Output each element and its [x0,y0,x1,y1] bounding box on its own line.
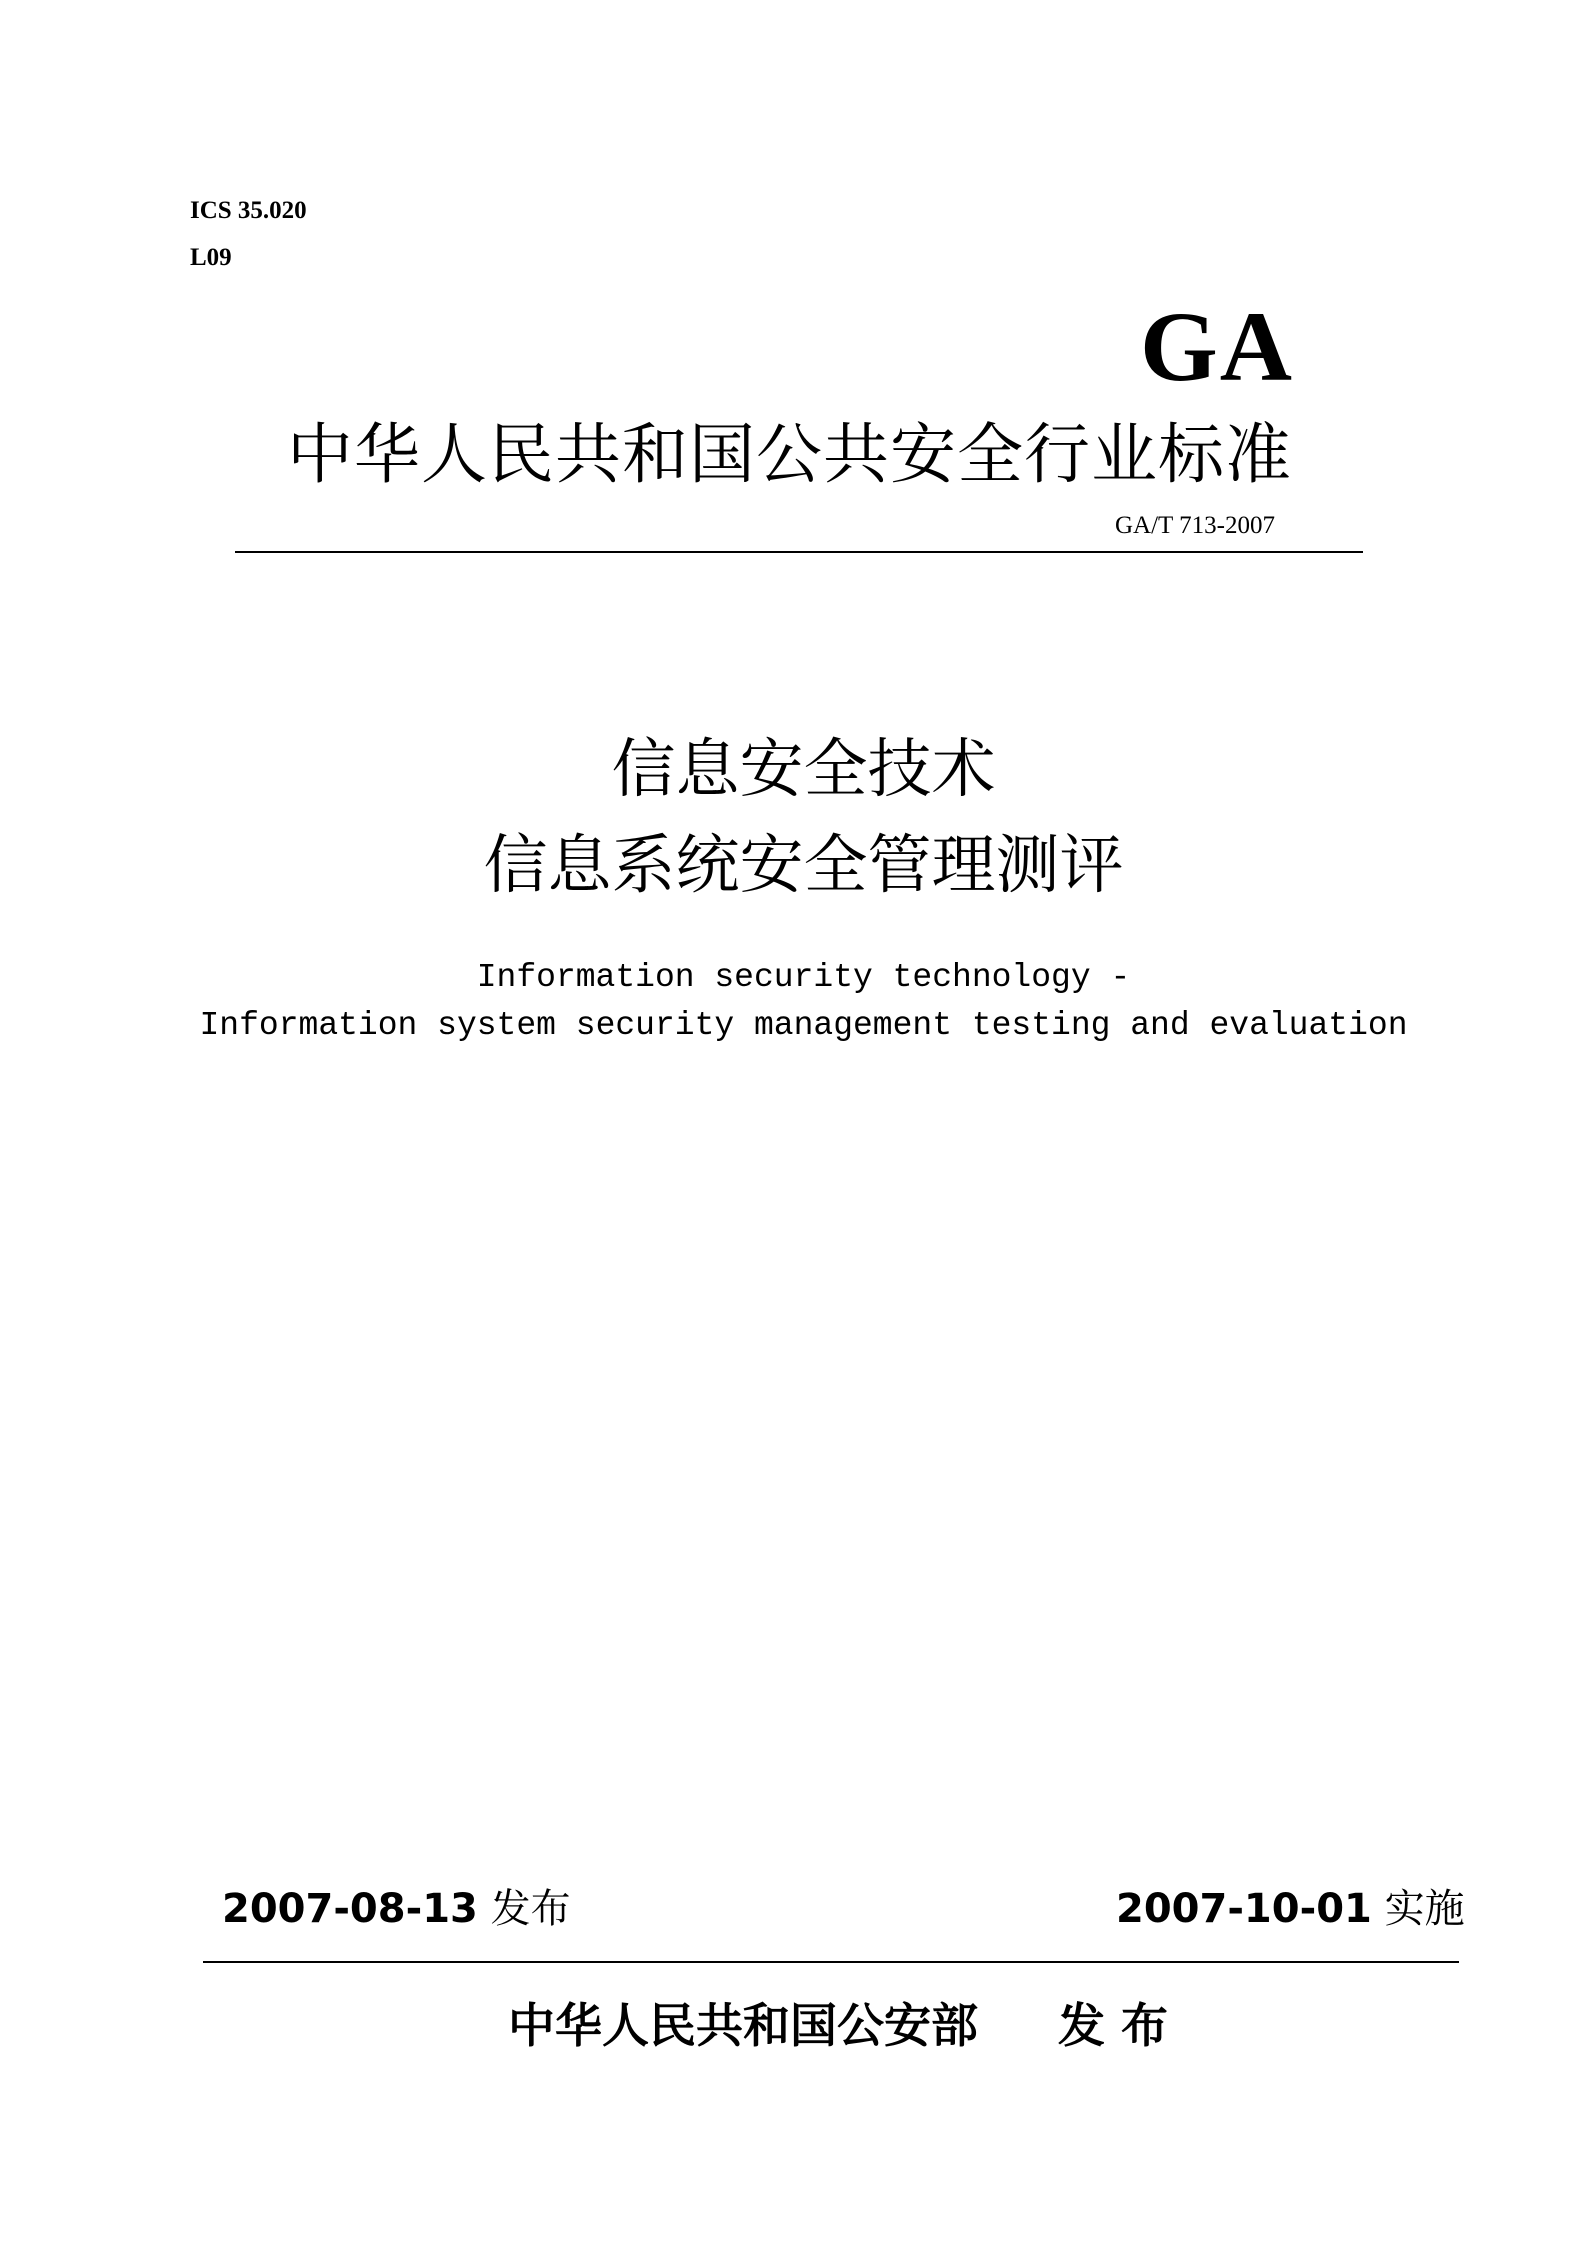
standard-code: GA/T 713-2007 [1115,512,1275,539]
issuer-action-label: 发布 [1058,1999,1184,2054]
standard-type-title: 中华人民共和国公共安全行业标准 [287,416,1292,493]
ga-logo: GA [1140,291,1294,402]
implement-date-block [1116,1884,1465,1934]
implement-label: 实施 [1384,1886,1465,1932]
document-title-zh-line2: 信息系统安全管理测评 [483,829,1124,903]
header-divider [235,551,1363,553]
issue-date-block [222,1884,571,1934]
issuing-authority: 中华人民共和国公安部 [508,1999,978,2054]
footer-divider [203,1961,1459,1963]
issue-label: 发布 [490,1886,571,1932]
implement-date: 2007-10-01 [1116,1886,1372,1932]
issue-date: 2007-08-13 [222,1886,478,1932]
document-title-en-line2: Information system security management testing and evaluation [199,1007,1408,1044]
document-title-en-line1: Information security technology - [476,959,1131,996]
ics-code: ICS 35.020 [190,197,307,224]
document-title-zh-line1: 信息安全技术 [611,733,996,807]
ccs-code: L09 [190,244,232,271]
